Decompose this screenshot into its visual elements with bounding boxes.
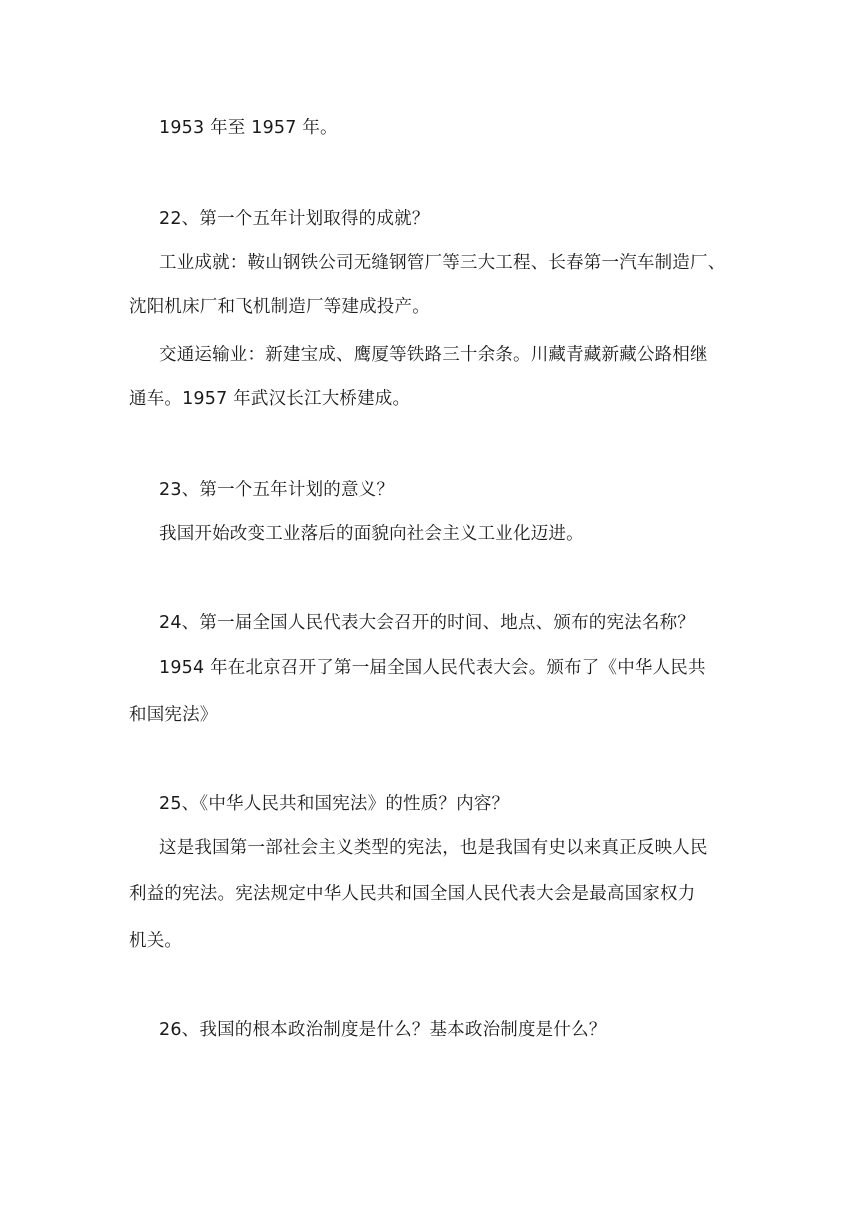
answer-text: 1954 年在北京召开了第一届全国人民代表大会。颁布了《中华人民共: [159, 658, 706, 678]
answer-text: 我国开始改变工业落后的面貌向社会主义工业化迈进。: [159, 524, 584, 544]
answer-text: 沈阳机床厂和飞机制造厂等建成投产。: [129, 297, 430, 317]
question-heading: 23、第一个五年计划的意义？: [159, 480, 395, 500]
answer-text: 通车。1957 年武汉长江大桥建成。: [129, 389, 411, 409]
question-heading: 22、第一个五年计划取得的成就？: [159, 209, 430, 229]
answer-text: 这是我国第一部社会主义类型的宪法，也是我国有史以来真正反映人民: [159, 838, 708, 858]
question-heading: 24、第一届全国人民代表大会召开的时间、地点、颁布的宪法名称？: [159, 613, 695, 633]
answer-text: 和国宪法》: [129, 705, 218, 725]
answer-text: 交通运输业：新建宝成、鹰厦等铁路三十余条。川藏青藏新藏公路相继: [159, 345, 708, 365]
answer-text: 1953 年至 1957 年。: [159, 118, 338, 138]
answer-text: 工业成就：鞍山钢铁公司无缝钢管厂等三大工程、长春第一汽车制造厂、: [159, 253, 726, 273]
question-heading: 25、《中华人民共和国宪法》的性质？内容？: [159, 794, 510, 814]
answer-text: 利益的宪法。宪法规定中华人民共和国全国人民代表大会是最高国家权力: [129, 884, 696, 904]
question-heading: 26、我国的根本政治制度是什么？基本政治制度是什么？: [159, 1020, 607, 1040]
answer-text: 机关。: [129, 931, 183, 951]
